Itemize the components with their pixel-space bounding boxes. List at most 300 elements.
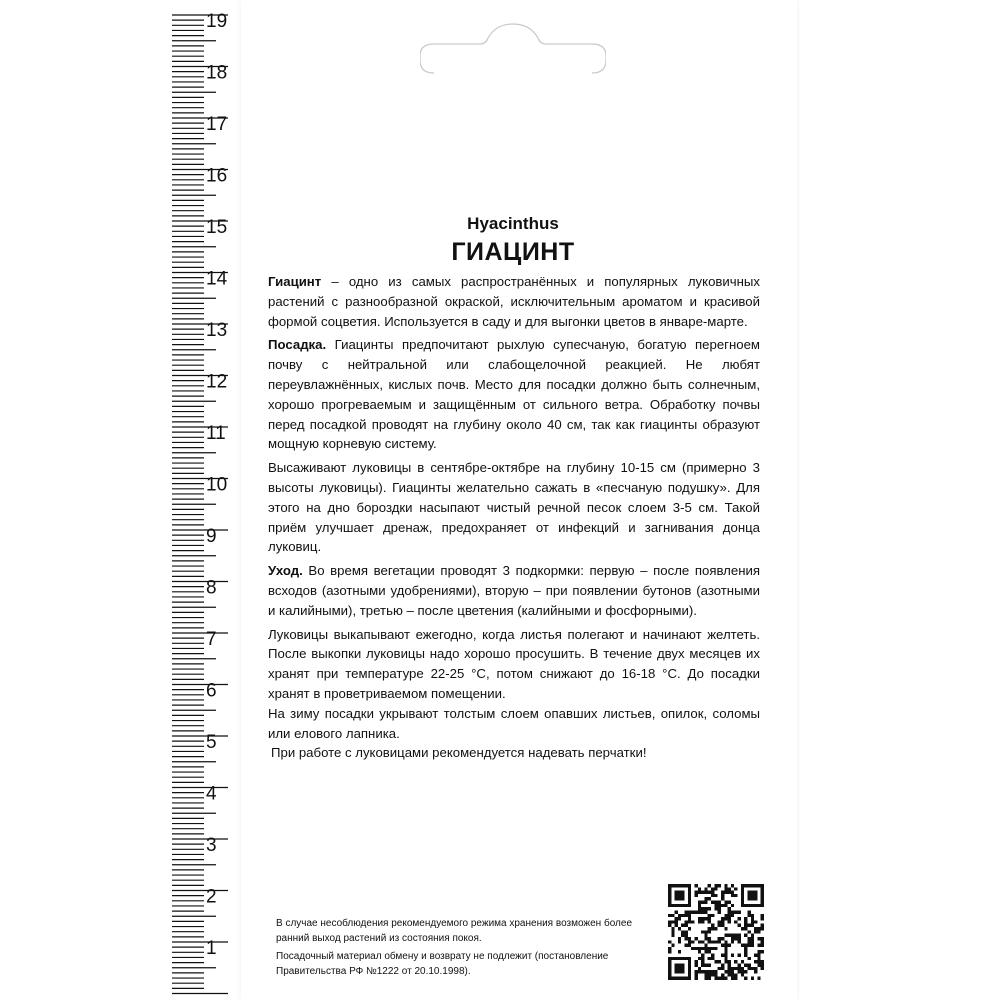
qr-module: [754, 967, 757, 970]
winter-paragraph: На зиму посадки укрывают толстым слоем опавших листьев, опилок, соломы или елового лапника.: [268, 705, 760, 741]
qr-module: [744, 927, 747, 930]
qr-module: [701, 930, 704, 933]
qr-module: [728, 907, 731, 910]
qr-module: [704, 907, 707, 910]
qr-module: [741, 973, 744, 976]
qr-module: [761, 963, 764, 966]
qr-module: [668, 897, 671, 900]
qr-module: [711, 894, 714, 897]
return-policy-note: Посадочный материал обмену и возврату не подлежит (постановление Правительства РФ №1222 от 20.10.1998).: [276, 951, 609, 977]
qr-module: [708, 920, 711, 923]
qr-module: [731, 954, 734, 957]
qr-module: [711, 924, 714, 927]
qr-module: [721, 897, 724, 900]
qr-module: [734, 920, 737, 923]
qr-module: [724, 901, 727, 904]
qr-module: [741, 967, 744, 970]
qr-module: [728, 887, 731, 890]
qr-module: [731, 940, 734, 943]
qr-module: [681, 897, 684, 900]
qr-module: [704, 901, 707, 904]
qr-module: [728, 910, 731, 913]
qr-module: [708, 897, 711, 900]
qr-module: [685, 914, 688, 917]
qr-module: [688, 937, 691, 940]
qr-module: [711, 947, 714, 950]
qr-module: [751, 891, 754, 894]
qr-module: [754, 891, 757, 894]
qr-module: [701, 947, 704, 950]
qr-module: [694, 960, 697, 963]
qr-module: [754, 897, 757, 900]
qr-module: [694, 963, 697, 966]
qr-module: [678, 894, 681, 897]
qr-module: [704, 963, 707, 966]
qr-module: [678, 884, 681, 887]
qr-module: [754, 884, 757, 887]
care-lead: Уход.: [268, 563, 303, 579]
qr-module: [678, 897, 681, 900]
qr-module: [714, 904, 717, 907]
qr-module: [754, 894, 757, 897]
qr-module: [694, 947, 697, 950]
qr-module: [757, 950, 760, 953]
qr-module: [714, 901, 717, 904]
qr-module: [734, 910, 737, 913]
qr-module: [708, 970, 711, 973]
ruler-label: 14: [206, 268, 228, 290]
qr-module: [728, 920, 731, 923]
qr-module: [761, 967, 764, 970]
qr-module: [678, 904, 681, 907]
qr-module: [744, 944, 747, 947]
page-title: ГИАЦИНТ: [451, 238, 575, 266]
qr-module: [708, 973, 711, 976]
qr-module: [724, 914, 727, 917]
qr-module: [747, 894, 750, 897]
qr-module: [688, 927, 691, 930]
planting-paragraph: [268, 335, 760, 454]
qr-module: [731, 934, 734, 937]
qr-module: [757, 963, 760, 966]
qr-module: [678, 917, 681, 920]
qr-module: [698, 891, 701, 894]
qr-module: [744, 904, 747, 907]
qr-module: [731, 937, 734, 940]
qr-module: [751, 977, 754, 980]
qr-module: [698, 940, 701, 943]
qr-module: [728, 944, 731, 947]
qr-module: [728, 963, 731, 966]
ruler-label: 8: [206, 577, 217, 599]
qr-module: [728, 973, 731, 976]
qr-module: [741, 944, 744, 947]
qr-module: [675, 970, 678, 973]
qr-module: [721, 924, 724, 927]
qr-module: [704, 891, 707, 894]
qr-module: [668, 977, 671, 980]
qr-module: [754, 920, 757, 923]
intro-paragraph: [268, 272, 760, 331]
qr-module: [741, 884, 744, 887]
qr-module: [668, 924, 671, 927]
qr-module: [724, 904, 727, 907]
qr-module: [718, 940, 721, 943]
qr-module: [668, 963, 671, 966]
qr-module: [668, 891, 671, 894]
qr-module: [711, 940, 714, 943]
qr-module: [741, 927, 744, 930]
qr-module: [671, 884, 674, 887]
qr-module: [721, 904, 724, 907]
qr-module: [731, 977, 734, 980]
qr-module: [734, 894, 737, 897]
qr-module: [708, 914, 711, 917]
qr-module: [675, 904, 678, 907]
qr-module: [744, 934, 747, 937]
qr-module: [685, 934, 688, 937]
qr-module: [757, 927, 760, 930]
qr-module: [668, 940, 671, 943]
qr-module: [681, 930, 684, 933]
qr-module: [751, 934, 754, 937]
qr-module: [704, 897, 707, 900]
qr-module: [724, 950, 727, 953]
qr-module: [708, 977, 711, 980]
qr-module: [747, 924, 750, 927]
qr-module: [747, 897, 750, 900]
intro-text: – одно из самых распространённых и популярных луковичных растений с разнообразной окраской, исключительным ароматом и красивой формой соцветия. Используется в саду и для выгонки цветов в январе-марте.: [268, 274, 760, 329]
qr-module: [681, 963, 684, 966]
qr-module: [701, 963, 704, 966]
qr-module: [744, 963, 747, 966]
qr-module: [761, 904, 764, 907]
ruler-label: 7: [206, 629, 217, 650]
qr-module: [728, 934, 731, 937]
digging-paragraph: Луковицы выкапывают ежегодно, когда листья полегают и начинают желтеть. После выкопки луковицы надо хорошо просушить. В течение двух месяцев их хранят при температуре 22-25 °С, потом снижают до 16-18 °С. До посадки хранят в проветриваемом помещении.: [268, 626, 760, 701]
qr-module: [701, 901, 704, 904]
qr-module: [714, 927, 717, 930]
qr-module: [747, 884, 750, 887]
qr-module: [721, 944, 724, 947]
qr-module: [704, 973, 707, 976]
qr-module: [688, 963, 691, 966]
qr-module: [698, 901, 701, 904]
qr-module: [754, 904, 757, 907]
qr-module: [757, 954, 760, 957]
qr-module: [685, 944, 688, 947]
qr-module: [731, 967, 734, 970]
qr-module: [714, 960, 717, 963]
qr-module: [751, 924, 754, 927]
qr-module: [711, 957, 714, 960]
ruler-label: 15: [206, 217, 228, 238]
qr-module: [675, 920, 678, 923]
qr-module: [708, 927, 711, 930]
qr-module: [668, 884, 671, 887]
qr-module: [698, 910, 701, 913]
qr-module: [688, 901, 691, 904]
qr-module: [675, 957, 678, 960]
qr-module: [678, 970, 681, 973]
qr-module: [711, 901, 714, 904]
qr-module: [688, 914, 691, 917]
qr-module: [724, 891, 727, 894]
qr-module: [678, 967, 681, 970]
qr-module: [757, 957, 760, 960]
qr-module: [701, 920, 704, 923]
qr-module: [694, 970, 697, 973]
qr-module: [681, 914, 684, 917]
qr-module: [721, 920, 724, 923]
qr-module: [734, 960, 737, 963]
qr-module: [718, 884, 721, 887]
qr-module: [694, 973, 697, 976]
qr-module: [668, 887, 671, 890]
qr-module: [668, 957, 671, 960]
qr-module: [675, 963, 678, 966]
qr-module: [728, 891, 731, 894]
qr-module: [711, 887, 714, 890]
qr-module: [744, 950, 747, 953]
qr-module: [681, 957, 684, 960]
qr-module: [691, 910, 694, 913]
qr-module: [747, 944, 750, 947]
qr-module: [668, 973, 671, 976]
qr-module: [675, 977, 678, 980]
qr-module: [761, 960, 764, 963]
qr-module: [751, 944, 754, 947]
ruler-label: 17: [206, 114, 228, 135]
gloves-warning: При работе с луковицами рекомендуется надевать перчатки!: [271, 745, 647, 761]
qr-module: [724, 940, 727, 943]
intro-lead: Гиацинт: [268, 274, 322, 289]
qr-module: [747, 914, 750, 917]
qr-module: [678, 891, 681, 894]
qr-module: [738, 910, 741, 913]
qr-module: [701, 907, 704, 910]
qr-module: [714, 907, 717, 910]
qr-code-icon: [668, 884, 764, 980]
qr-module: [675, 910, 678, 913]
qr-module: [761, 884, 764, 887]
hang-hole-outline: [420, 22, 606, 74]
qr-module: [694, 910, 697, 913]
qr-module: [728, 970, 731, 973]
qr-module: [754, 930, 757, 933]
qr-module: [701, 960, 704, 963]
qr-module: [731, 891, 734, 894]
ruler-label: 2: [206, 886, 217, 908]
qr-module: [731, 894, 734, 897]
ruler-label: 18: [206, 62, 228, 84]
qr-module: [671, 914, 674, 917]
qr-module: [747, 930, 750, 933]
qr-module: [671, 957, 674, 960]
planting-text: Гиацинты предпочитают рыхлую супесчаную, богатую перегноем почву с нейтральной или слабощелочной реакцией. Не любят переувлажнённых, кислых почв. Место для посадки должно быть солнечным, хорошо прогреваемым и защищённым от сильного ветра. Обработку почвы перед посадкой проводят на глубину около 40 см, так как гиацинты образуют мощную корневую систему.: [268, 337, 760, 452]
qr-module: [744, 954, 747, 957]
qr-module: [714, 973, 717, 976]
qr-module: [688, 973, 691, 976]
qr-module: [681, 894, 684, 897]
qr-module: [757, 960, 760, 963]
qr-module: [738, 970, 741, 973]
qr-module: [708, 937, 711, 940]
qr-module: [675, 917, 678, 920]
qr-module: [738, 967, 741, 970]
qr-module: [757, 904, 760, 907]
ruler-label: 13: [206, 320, 228, 341]
qr-module: [761, 937, 764, 940]
qr-module: [688, 960, 691, 963]
qr-module: [671, 920, 674, 923]
qr-module: [721, 937, 724, 940]
qr-module: [708, 947, 711, 950]
qr-module: [671, 927, 674, 930]
qr-module: [747, 910, 750, 913]
qr-module: [685, 937, 688, 940]
qr-module: [675, 891, 678, 894]
qr-module: [681, 977, 684, 980]
qr-module: [688, 967, 691, 970]
qr-module: [701, 940, 704, 943]
qr-module: [751, 920, 754, 923]
qr-module: [724, 927, 727, 930]
qr-module: [738, 934, 741, 937]
qr-module: [721, 977, 724, 980]
qr-module: [724, 947, 727, 950]
qr-module: [741, 904, 744, 907]
qr-module: [731, 970, 734, 973]
qr-module: [721, 917, 724, 920]
qr-module: [698, 904, 701, 907]
qr-module: [704, 977, 707, 980]
qr-module: [734, 937, 737, 940]
qr-module: [678, 977, 681, 980]
qr-module: [711, 914, 714, 917]
qr-module: [718, 967, 721, 970]
qr-module: [708, 917, 711, 920]
qr-module: [757, 944, 760, 947]
qr-module: [688, 884, 691, 887]
qr-module: [681, 967, 684, 970]
qr-module: [704, 910, 707, 913]
qr-module: [731, 904, 734, 907]
qr-module: [701, 891, 704, 894]
ruler-ticks: [172, 15, 228, 994]
qr-module: [691, 920, 694, 923]
qr-module: [685, 920, 688, 923]
qr-module: [701, 917, 704, 920]
qr-module: [688, 891, 691, 894]
qr-module: [708, 940, 711, 943]
qr-module: [708, 963, 711, 966]
qr-module: [678, 937, 681, 940]
qr-module: [724, 887, 727, 890]
qr-module: [754, 960, 757, 963]
qr-module: [711, 891, 714, 894]
qr-module: [698, 947, 701, 950]
qr-module: [754, 970, 757, 973]
qr-module: [761, 917, 764, 920]
qr-module: [757, 884, 760, 887]
qr-module: [741, 894, 744, 897]
qr-module: [744, 917, 747, 920]
qr-module: [747, 963, 750, 966]
qr-module: [721, 973, 724, 976]
measuring-ruler: [0, 0, 240, 1000]
description-body: [268, 272, 760, 767]
qr-module: [688, 910, 691, 913]
qr-module: [704, 944, 707, 947]
qr-module: [708, 907, 711, 910]
planting-lead: Посадка.: [268, 337, 327, 353]
qr-module: [701, 954, 704, 957]
qr-module: [678, 914, 681, 917]
qr-module: [751, 967, 754, 970]
qr-module: [734, 887, 737, 890]
qr-module: [698, 920, 701, 923]
qr-module: [668, 970, 671, 973]
qr-module: [704, 887, 707, 890]
qr-module: [718, 924, 721, 927]
qr-module: [708, 884, 711, 887]
qr-module: [724, 944, 727, 947]
qr-module: [761, 887, 764, 890]
qr-module: [728, 960, 731, 963]
qr-module: [678, 963, 681, 966]
qr-module: [711, 970, 714, 973]
qr-module: [724, 954, 727, 957]
qr-module: [681, 904, 684, 907]
qr-module: [681, 884, 684, 887]
qr-module: [721, 967, 724, 970]
qr-module: [718, 901, 721, 904]
qr-module: [754, 954, 757, 957]
qr-module: [734, 967, 737, 970]
qr-module: [714, 887, 717, 890]
ruler-label: 16: [206, 165, 228, 187]
qr-module: [681, 934, 684, 937]
qr-module: [698, 970, 701, 973]
qr-module: [678, 940, 681, 943]
qr-module: [731, 910, 734, 913]
qr-module: [694, 894, 697, 897]
ruler-label: 5: [206, 732, 217, 753]
qr-module: [757, 937, 760, 940]
qr-module: [724, 977, 727, 980]
qr-module: [741, 897, 744, 900]
qr-module: [747, 891, 750, 894]
ruler-labels: [206, 11, 228, 959]
qr-module: [747, 957, 750, 960]
qr-module: [685, 924, 688, 927]
qr-module: [708, 957, 711, 960]
qr-module: [708, 950, 711, 953]
qr-module: [751, 904, 754, 907]
qr-module: [708, 891, 711, 894]
ruler-label: 10: [206, 474, 228, 496]
qr-module: [724, 960, 727, 963]
qr-module: [761, 924, 764, 927]
ruler-label: 3: [206, 835, 217, 856]
qr-module: [688, 977, 691, 980]
qr-module: [671, 944, 674, 947]
qr-module: [718, 910, 721, 913]
qr-module: [738, 940, 741, 943]
qr-module: [688, 894, 691, 897]
qr-module: [721, 891, 724, 894]
